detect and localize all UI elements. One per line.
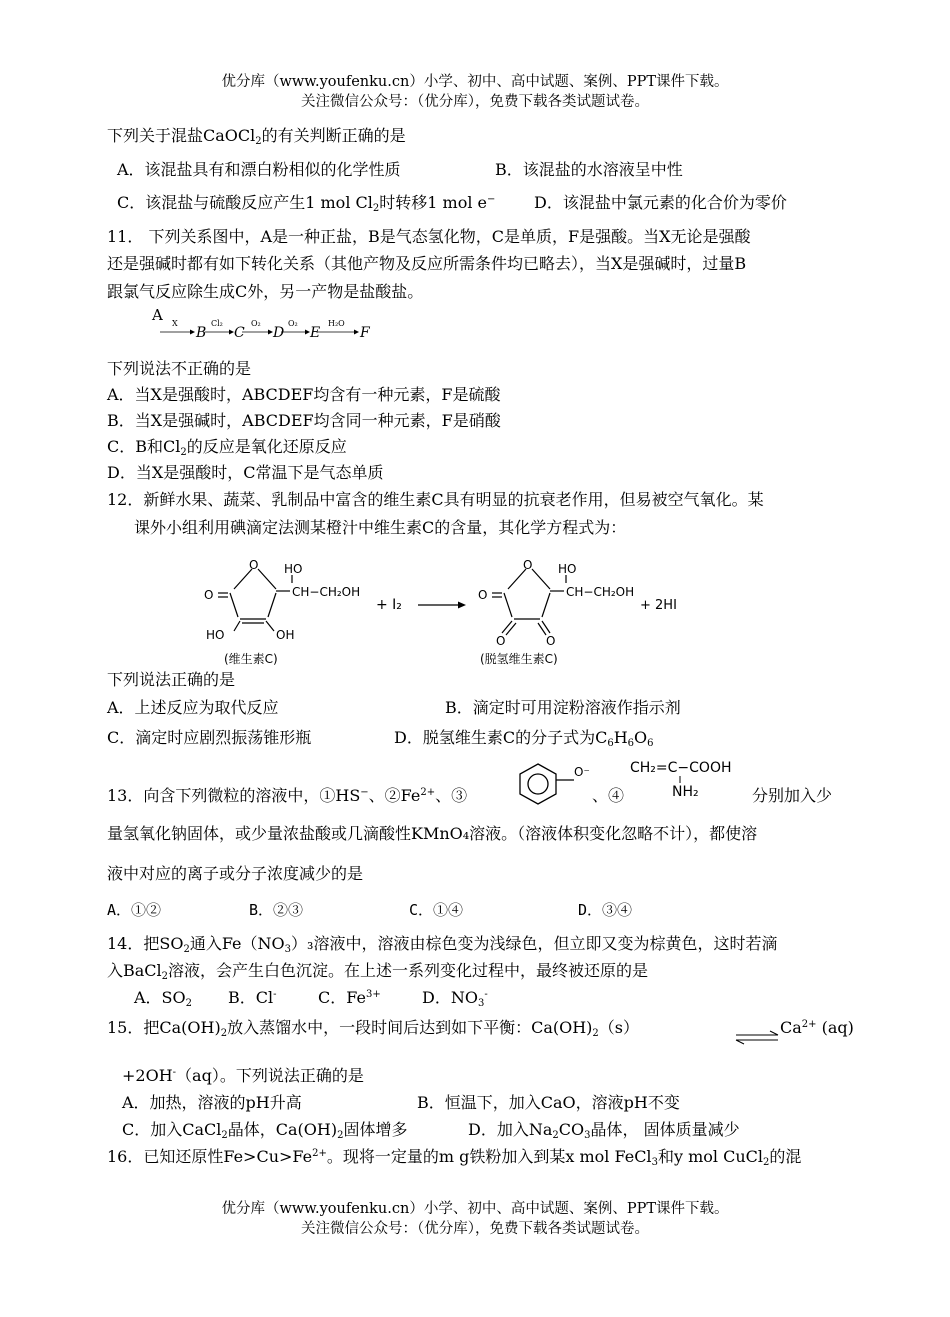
q10-stem: 下列关于混盐CaOCl$_2$的有关判断正确的是 [107,126,406,147]
q14-stem-line-1: 14．把$SO_2$通入$Fe(NO_3)_3$溶液中，溶液由棕色变为浅绿色，但立即又变为棕黄色，这时若滴 [107,934,778,955]
dehydro-o-left: O [496,634,506,648]
q13-option-c: C．①④ [409,901,464,919]
q13-stem-line-1: 13．向含下列微粒的溶液中，①HS−、$②Fe^{2+}$、③ [107,786,468,805]
chain-e: E [310,325,321,341]
chain-b: B [196,325,207,341]
q12-option-a: A．上述反应为取代反应 [107,698,279,717]
q16-stem-line-1: 16．已知还原性$Fe>Cu>Fe^{2+}$。现将一定量的m g铁粉加入到某x mol FeCl$_3$和y mol CuCl$_2$的混 [107,1147,802,1168]
q15-option-c: C．加入CaCl$_2$晶体，$Ca(OH)_2$固体增多 [122,1120,408,1141]
chain-reagent-h2o: H₂O [328,319,345,328]
chain-f: F [360,325,370,341]
q12-stem-line-1: 12．新鲜水果、蔬菜、乳制品中富含的维生素C具有明显的抗衰老作用，但易被空气氧化。某 [107,490,764,509]
q15-option-b: B．恒温下，加入CaO，溶液pH不变 [417,1093,680,1112]
vitamin-c-ho: HO [284,562,303,576]
q11-option-a: A．当X是强酸时，ABCDEF均含有一种元素，F是硫酸 [107,385,501,404]
q11-stem-line-2: 还是强碱时都有如下转化关系（其他产物及反应所需条件均已略去），当X是强碱时，过量B [107,254,747,273]
q13-option-a: A．①② [107,901,162,919]
dehydro-o-right: O [546,634,556,648]
q10-option-d: D．该混盐中氯元素的化合价为零价 [534,193,787,212]
vitamin-c-oh-right: OH [276,628,295,642]
q14-option-a: A．$SO_2$ [134,988,193,1009]
q13-stem-line-2: 量氢氧化钠固体，或少量浓盐酸或几滴酸性KMnO₄溶液。（溶液体积变化忽略不计），都使溶 [107,824,758,843]
q11-conversion-chain [150,304,390,344]
q15-stem-line-2: +2OH-（aq）。下列说法正确的是 [122,1066,364,1085]
acrylamine-nh2: NH₂ [672,784,699,800]
chain-c: C [234,325,245,341]
q14-option-b: B．Cl- [228,988,277,1007]
q11-option-d: D．当X是强酸时，C常温下是气态单质 [107,463,384,482]
chain-reagent-cl2: Cl₂ [211,319,223,328]
chain-d: D [273,325,285,341]
header-line-2: 关注微信公众号：（优分库），免费下载各类试题试卷。 [301,94,649,110]
q12-ask: 下列说法正确的是 [107,670,236,689]
q10-option-c: C．该混盐与硫酸反应产生1 mol $Cl_2$时转移1 mol e− [117,193,496,214]
q11-option-b: B．当X是强碱时，ABCDEF均含同一种元素，F是硝酸 [107,411,501,430]
header-line-1: 优分库（www.youfenku.cn）小学、初中、高中试题、案例、PPT课件下载。 [221,74,729,90]
dehydro-keto-o: O [478,588,488,602]
q10-option-b: B．该混盐的水溶液呈中性 [495,160,683,179]
q14-option-c: C．$Fe^{3+}$ [318,988,381,1007]
q12-stem-line-2: 课外小组利用碘滴定法测某橙汁中维生素C的含量，其化学方程式为： [134,518,627,537]
q13-stem-line-3: 液中对应的离子或分子浓度减少的是 [107,864,364,883]
q11-stem-line-3: 跟氯气反应除生成C外，另一产物是盐酸盐。 [107,282,424,301]
q12-option-c: C．滴定时应剧烈振荡锥形瓶 [107,728,312,747]
acrylamine-structure [628,756,748,800]
q14-stem-line-2: 入BaCl$_2$溶液，会产生白色沉淀。在上述一系列变化过程中，最终被还原的是 [107,961,649,982]
q15-stem-line-1-product: $Ca^{2+}$ (aq) [780,1018,854,1037]
vitamin-c-ho-left: HO [206,628,225,642]
vitamin-c-structure [218,569,292,631]
vitamin-c-keto-o: O [204,588,214,602]
q13-separator-4: 、④ [592,786,625,805]
q15-stem-line-1: 15．把$Ca(OH)_2$放入蒸馏水中，一段时间后达到如下平衡：$Ca(OH)_2(s)$ [107,1018,640,1039]
q12-reaction-equation [200,555,700,670]
dehydro-vitamin-c-structure [492,569,566,635]
chain-reagent-x: X [172,319,178,328]
q13-option-b: B．②③ [249,901,304,919]
label-dehydro-vitamin-c: (脱氢维生素C) [480,652,558,666]
q15-option-d: D．加入$Na_2CO_3$晶体， 固体质量减少 [468,1120,740,1141]
phenoxide-structure [508,758,598,806]
plus-i2: + I₂ [376,597,402,613]
dehydro-ring-o: O [523,558,533,572]
q12-option-b: B．滴定时可用淀粉溶液作指示剂 [445,698,681,717]
q12-option-d: D．脱氢维生素C的分子式为$C_6H_6O_6$ [394,728,654,749]
dehydro-ho: HO [558,562,577,576]
vitamin-c-side-chain: CH−CH₂OH [292,585,361,599]
q13-option-d: D．③④ [578,901,633,919]
q11-option-c: C．B和$Cl_2$的反应是氧化还原反应 [107,437,347,458]
chain-reagent-o2-2: O₂ [288,319,298,328]
q11-ask: 下列说法不正确的是 [107,359,252,378]
acrylamine-top: CH₂=C−COOH [630,760,732,776]
q10-option-a: A．该混盐具有和漂白粉相似的化学性质 [117,160,401,179]
plus-2hi: + 2HI [640,598,677,613]
label-vitamin-c: (维生素C) [224,652,278,666]
q15-option-a: A．加热，溶液的pH升高 [122,1093,302,1112]
q14-option-d: D．$NO_3^-$ [422,988,488,1009]
equilibrium-arrow-icon [734,1030,782,1046]
footer-line-2: 关注微信公众号：（优分库），免费下载各类试题试卷。 [301,1221,649,1237]
vitamin-c-ring-o: O [249,558,259,572]
chain-a: A [152,306,163,324]
footer-line-1: 优分库（www.youfenku.cn）小学、初中、高中试题、案例、PPT课件下载。 [221,1201,729,1217]
q11-stem-line-1: 11． 下列关系图中，A是一种正盐，B是气态氢化物，C是单质，F是强酸。当X无论是强酸 [107,227,751,246]
dehydro-side-chain: CH−CH₂OH [566,585,635,599]
phenoxide-o-charge: O⁻ [574,765,590,779]
q13-stem-line-1-end: 分别加入少 [752,786,833,805]
chain-reagent-o2-1: O₂ [251,319,261,328]
